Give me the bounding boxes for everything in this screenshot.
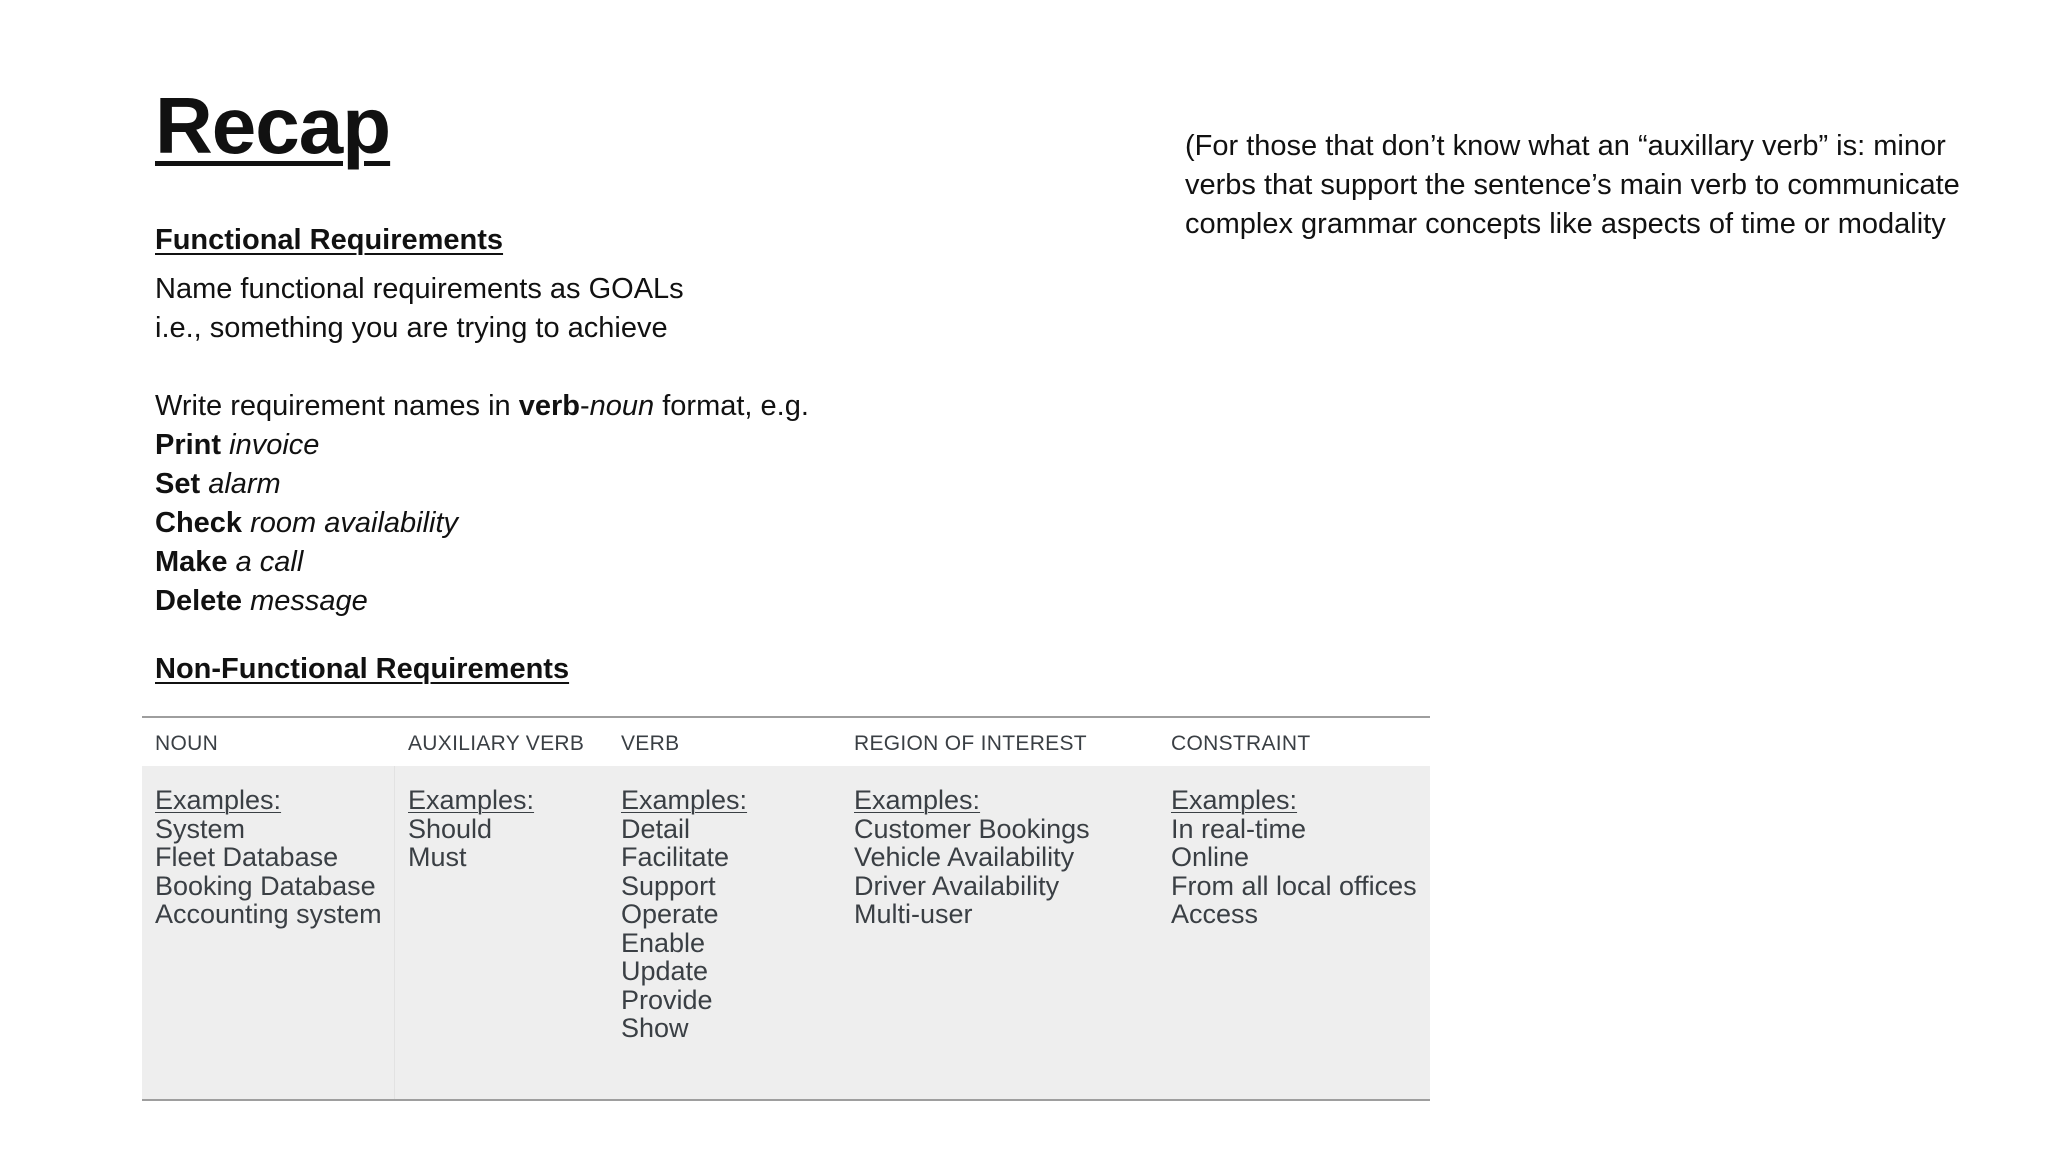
format-prefix: Write requirement names in (155, 390, 519, 422)
goal-explanation-line: i.e., something you are trying to achieve (155, 312, 668, 344)
functional-example (155, 543, 1055, 582)
non-functional-table (142, 716, 1430, 1101)
table-cell-item: Support (621, 870, 716, 901)
table-cell-item: Driver Availability (854, 870, 1060, 901)
auxiliary-verb-note: (For those that don’t know what an “auxillary verb” is: minor verbs that support the sentence’s main verb to communicate complex grammar concepts like aspects of time or modality (1185, 130, 1960, 240)
example-noun: a call (235, 546, 304, 578)
format-line (155, 387, 1055, 426)
table-cell-item: In real-time (1171, 813, 1307, 844)
format-verb: verb (518, 390, 580, 422)
table-cell-item: Vehicle Availability (854, 842, 1075, 872)
example-verb: Delete (155, 585, 243, 617)
table-cell-item: System (155, 813, 246, 844)
table-cell-item: Booking Database (155, 870, 376, 901)
format-noun: noun (589, 390, 655, 422)
table-cell-item: Detail (621, 813, 691, 844)
table-column-header: NOUN (155, 732, 219, 755)
table-cell-item: Online (1171, 842, 1250, 872)
table-column-header: REGION OF INTEREST (854, 732, 1087, 755)
functional-requirements-heading: Functional Requirements (155, 224, 504, 256)
table-cell-item: Customer Bookings (854, 813, 1090, 844)
example-verb: Set (155, 468, 201, 500)
example-verb: Check (155, 507, 243, 539)
spacer (155, 348, 1055, 387)
table-cell-item: Provide (621, 984, 713, 1015)
table-column-header: CONSTRAINT (1171, 732, 1311, 755)
table-cell-item: Update (621, 956, 709, 986)
table-cell (408, 766, 621, 1099)
table-column-header: AUXILIARY VERB (408, 732, 585, 755)
table-column-header: VERB (621, 732, 680, 755)
example-noun: message (250, 585, 368, 617)
table-header-row (142, 718, 1430, 766)
example-noun: invoice (229, 429, 320, 461)
functional-requirements-body (155, 270, 1055, 621)
functional-example (155, 582, 1055, 621)
functional-examples-list (155, 426, 1055, 621)
format-dash: - (579, 390, 590, 422)
table-cell-item: Should (408, 813, 493, 844)
example-verb: Print (155, 429, 222, 461)
format-suffix: format, e.g. (654, 390, 809, 422)
non-functional-requirements-heading: Non-Functional Requirements (155, 653, 570, 685)
table-cell-item: Fleet Database (155, 842, 339, 872)
slide-title: Recap (155, 81, 391, 170)
examples-label: Examples: (155, 785, 282, 815)
goal-line: Name functional requirements as GOALs (155, 273, 684, 305)
table-cell-item: From all local offices (1171, 870, 1417, 901)
table-cell (1171, 766, 1430, 1099)
functional-example (155, 426, 1055, 465)
examples-label: Examples: (621, 785, 748, 815)
table-body-row (142, 766, 1430, 1099)
table-cell-item: Show (621, 1013, 689, 1043)
example-noun: alarm (208, 468, 281, 500)
table-cell (142, 766, 395, 1099)
table-cell-item: Operate (621, 899, 719, 929)
functional-example (155, 504, 1055, 543)
example-noun: room availability (250, 507, 459, 539)
example-verb: Make (155, 546, 228, 578)
table-cell (621, 766, 854, 1099)
examples-label: Examples: (408, 785, 535, 815)
table-cell-item: Must (408, 842, 467, 872)
table-cell-item: Facilitate (621, 842, 730, 872)
table-cell-item: Access (1171, 899, 1259, 929)
functional-example (155, 465, 1055, 504)
examples-label: Examples: (854, 785, 981, 815)
table-cell-item: Multi-user (854, 899, 973, 929)
table-cell-item: Accounting system (155, 899, 382, 929)
examples-label: Examples: (1171, 785, 1298, 815)
table-cell-item: Enable (621, 927, 706, 958)
table-cell (854, 766, 1171, 1099)
